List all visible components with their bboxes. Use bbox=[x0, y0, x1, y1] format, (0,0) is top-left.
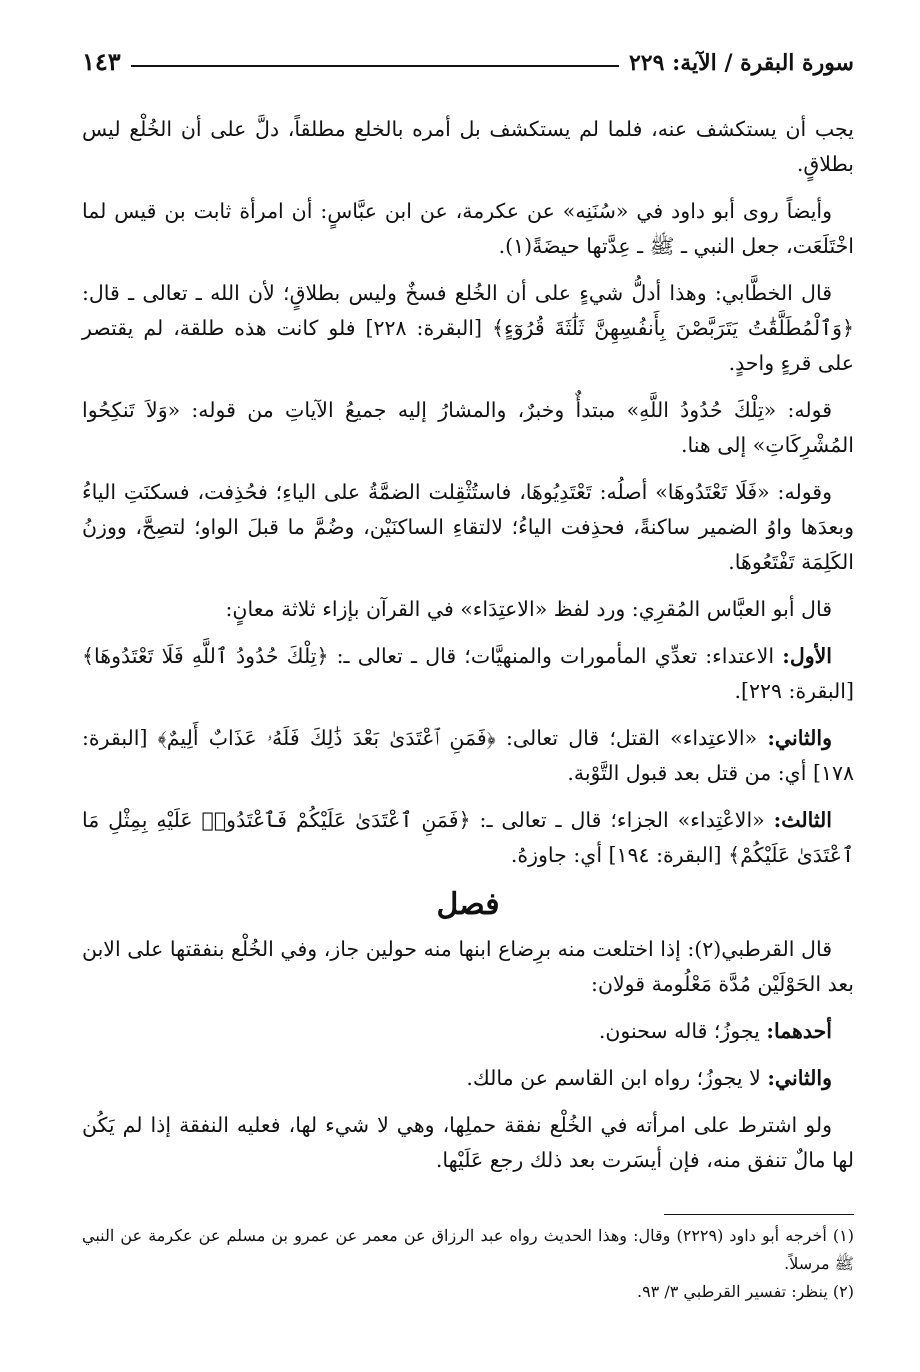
paragraph: قال الخطَّابي: وهذا أدلُّ شيءٍ على أن الخُلع فسخٌ وليس بطلاقٍ؛ لأن الله ـ تعالى ـ قال: ﴿وَٱلْمُطَلَّقَٰتُ يَتَرَبَّصْنَ بِأَنفُسِهِنَّ ثَلَٰثَةَ قُرُوٓءٍ﴾ [البقرة: ٢٢٨] فلو كانت هذه طلقة، لم يقتصر على قرءٍ واحدٍ. bbox=[82, 281, 854, 375]
opinion-lead: والثاني: bbox=[767, 1066, 832, 1090]
footnotes bbox=[82, 1222, 854, 1306]
paragraph: ولو اشترط على امرأته في الخُلْع نفقة حملِها، وهي لا شيء لها، فعليه النفقة إذا لم يَكُن لها مالٌ تنفق منه، فإن أيسَرت بعد ذلك رجع عَلَيْها. bbox=[82, 1113, 854, 1172]
page-number: ١٤٣ bbox=[82, 47, 121, 76]
paragraph: وأيضاً روى أبو داود في «سُنَنِه» عن عكرمة، عن ابن عبَّاسٍ: أن امرأة ثابت بن قيس لما اخْتَلَعَت، جعل النبي ـ ﷺ ـ عِدَّتها حيضَةً(١). bbox=[82, 199, 854, 258]
meaning-lead: الأول: bbox=[782, 644, 832, 668]
meaning-lead: الثالث: bbox=[773, 808, 832, 832]
main-text bbox=[82, 112, 854, 1190]
surah-reference: سورة البقرة / الآية: ٢٢٩ bbox=[628, 50, 854, 76]
paragraph: وقوله: «فَلَا تَعْتَدُوهَا» أصلُه: تَعْتَدِيُوهَا، فاستُثْقِلت الضمَّةُ على الياءِ؛ فحُذِفت، فسكنَتِ الياءُ وبعدَها واوُ الضمير ساكنةً، فحذِفت الياءُ؛ لالتقاءِ الساكنَيْن، وضُمَّ ما قبلَ الواو؛ لتصِحَّ، ووزنُ الكَلِمَة تَفْتَعُوهَا. bbox=[82, 480, 854, 574]
meaning-lead: والثاني: bbox=[767, 726, 832, 750]
meaning-second: والثاني: «الاعتِداء» القتل؛ قال تعالى: ﴿فَمَنِ ٱعْتَدَىٰ بَعْدَ ذَٰلِكَ فَلَهُۥ عَذَابٌ أَلِيمٌ﴾ [البقرة: ١٧٨] أي: من قتل بعد قبول التَّوْبة. bbox=[82, 726, 854, 785]
meaning-first: الأول: الاعتداء: تعدِّي المأمورات والمنهيَّات؛ قال ـ تعالى ـ: ﴿تِلْكَ حُدُودُ ٱللَّهِ فَلَا تَعْتَدُوهَا﴾ [البقرة: ٢٢٩]. bbox=[82, 644, 854, 703]
header-rule bbox=[131, 65, 619, 67]
opinion-second: والثاني: لا يجوزُ؛ رواه ابن القاسم عن مالك. bbox=[466, 1066, 832, 1090]
footnote-2: (٢) ينظر: تفسير القرطبي ٣/ ٩٣. bbox=[636, 1282, 854, 1301]
paragraph: يجب أن يستكشف عنه، فلما لم يستكشف بل أمره بالخلع مطلقاً، دلَّ على أن الخُلْع ليس بطلاقٍ. bbox=[82, 117, 854, 176]
opinion-lead: أحدهما: bbox=[766, 1019, 832, 1043]
footnote-rule bbox=[664, 1214, 854, 1215]
paragraph: قوله: «تِلْكَ حُدُودُ اللَّهِ» مبتدأٌ وخبرٌ، والمشارُ إليه جميعُ الآياتِ من قوله: «وَلاَ تَنكِحُوا المُشْرِكَاتِ» إلى هنا. bbox=[82, 398, 854, 457]
section-title: فصل bbox=[436, 887, 500, 922]
opinion-first: أحدهما: يجوزُ؛ قاله سحنون. bbox=[598, 1019, 832, 1043]
paragraph: قال أبو العبَّاس المُقرِي: ورد لفظ «الاعتِدَاء» في القرآن بإزاء ثلاثة معانٍ: bbox=[225, 597, 832, 621]
running-header bbox=[82, 36, 854, 76]
paragraph: قال القرطبي(٢): إذا اختلعت منه برِضاع ابنها منه حولين جاز، وفي الخُلْع بنفقتها على الابن بعد الحَوْلَيْن مُدَّة مَعْلُومة قولان: bbox=[82, 937, 854, 996]
meaning-third: الثالث: «الاعْتِداء» الجزاء؛ قال ـ تعالى ـ: ﴿فَمَنِ ٱعْتَدَىٰ عَلَيْكُمْ فَٱعْتَدُوا۟ عَلَيْهِ بِمِثْلِ مَا ٱعْتَدَىٰ عَلَيْكُمْ﴾ [البقرة: ١٩٤] أي: جاوزهُ. bbox=[82, 808, 854, 867]
footnote-1: (١) أخرجه أبو داود (٢٢٢٩) وقال: وهذا الحديث رواه عبد الرزاق عن معمر عن عمرو بن مسلم عن عكرمة عن النبي ﷺ مرسلاً. bbox=[82, 1226, 855, 1273]
